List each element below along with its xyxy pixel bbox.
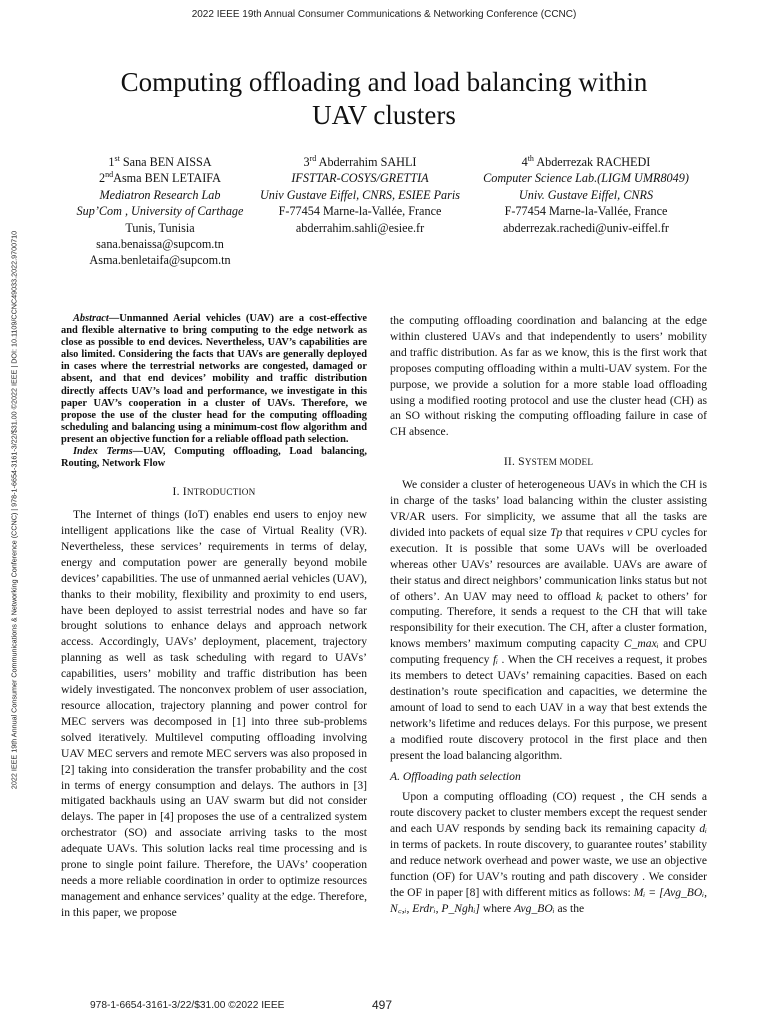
affiliation: Sup’Com , University of Carthage: [76, 204, 244, 219]
paper-title: [60, 66, 708, 132]
author-email[interactable]: Asma.benletaifa@supcom.tn: [89, 253, 231, 268]
index-terms: Index Terms—UAV, Computing offloading, Load balancing, Routing, Network Flow: [61, 446, 367, 470]
offloading-path-paragraph: Upon a computing offloading (CO) request , the CH sends a route discovery packet to cluster members except the request sender and each UAV responds by sending back its remaining capacity dᵢ in terms of packets. In route discovery, to guarantee routes’ stability and reduce network overhead and power waste, we use an objective function (OF) for UAV’s routing and path discovery . We consider the OF in paper [8] with different mitics as follows: Mᵢ = [Avg_BOᵢ, N꜀,ᵢ, Erdrᵢ, P_Nghᵢ] where Avg_BOᵢ as the: [390, 790, 707, 915]
author-block-1: 1st Sana BEN AISSA 2ndAsma BEN LETAIFA Mediatron Research Lab Sup’Com , University of Carthage Tunis, Tunisia sana.benaissa@supcom.tn Asma.benletaifa@supcom.tn: [70, 154, 250, 269]
affiliation: Univ. Gustave Eiffel, CNRS: [518, 187, 654, 202]
title-line-2: UAV clusters: [312, 100, 456, 130]
system-model-paragraph: We consider a cluster of heterogeneous UAVs in which the CH is in charge of the tasks’ load balancing within the cluster assisting VR/AR users. For simplicity, we assume that all the tasks are divided into packets of equal size Tp that requires v CPU cycles for execution. It is possible that some UAVs will be overloaded whereas other UAVs’ resources are available. UAVs are aware of their status and direct neighbors’ communication links status but not of others’. An UAV may need to offload kᵢ packet to others’ for computing. Therefore, it sends a request to the CH that will take responsibility for their execution. The CH, after a cluster formation, knows members’ maximum computing capacity C_maxᵢ and CPU computing frequency fᵢ . When the CH receives a request, it probes its members to detect UAVs’ remaining capacities. Based on each destination’s route specification and capacities, we determine the amount of load to send to each UAV in a way that best extends the network’s lifetime and reduces delays. For this purpose, we present a modified route discovery protocol in the first place and then present the load balancing algorithm.: [390, 478, 708, 762]
left-column: [61, 313, 367, 921]
author-name: Abderrahim SAHLI: [318, 155, 417, 169]
author-block-3: 4th Abderrezak RACHEDI Computer Science Lab.(LIGM UMR8049) Univ. Gustave Eiffel, CNRS F-77454 Marne-la-Vallée, France abderrezak.rachedi@univ-eiffel.fr: [470, 154, 702, 236]
intro-paragraph: The Internet of things (IoT) enables end users to enjoy new intelligent applications like the case of Virtual Reality (VR). Nevertheless, these services’ requirements in terms of delay, energy and computation power are generally beyond mobile devices’ capabilities. The use of unmanned aerial vehicles (UAV), thanks to their mobility, flexibility and proximity to end users, have been deployed to assist terrestrial nodes and have so far brought solutions to enhance delays and approach network access. Accordingly, UAVs’ deployment, placement, trajectory planning as well as task scheduling with regard to UAVs’ capabilities, users’ mobility and traffic distribution has been widely investigated. The nonconvex problem of user association, resource allocation, trajectory planning and power control for MEC servers was decomposed in [1] into three sub-problems solved iteratively. Multilevel computing offloading involving UAV MEC servers and remote MEC servers was also proposed in [2] taking into consideration the transfer probability and the cost in terms of energy consumption and delays. The authors in [3] mitigated backhauls using an UAV swarm but did not consider delays. The paper in [4] proposes the use of a centralized system orchestrator (SO) and associate arriving tasks to the most adequate UAVs. This solution lacks real time processing and is prone to single point failure. Therefore, the UAVs’ cooperation needs a more reliable coordination in order to optimize resources management and enhance services’ quality at the edge. Therefore, in this paper, we propose: [61, 508, 367, 919]
side-doi-text: 2022 IEEE 19th Annual Consumer Communications & Networking Conference (CCNC) | 978-1-6654-3161-3/22/$31.00 ©2022 IEEE | DOI: 10.1109/CCNC49033.2022.9700710: [9, 230, 19, 790]
author-city: F-77454 Marne-la-Vallée, France: [504, 204, 668, 219]
section-heading-system-model: II. SYSTEM MODEL: [503, 455, 594, 469]
affiliation: Mediatron Research Lab: [99, 187, 221, 202]
author-email[interactable]: abderrezak.rachedi@univ-eiffel.fr: [503, 220, 669, 235]
page-number: 497: [372, 998, 393, 1012]
author-name: Asma BEN LETAIFA: [113, 171, 221, 186]
right-column: [390, 313, 707, 917]
author-city: F-77454 Marne-la-Vallée, France: [278, 204, 442, 219]
subsection-heading: A. Offloading path selection: [390, 770, 521, 784]
affiliation: Univ Gustave Eiffel, CNRS, ESIEE Paris: [259, 187, 461, 202]
conference-header: 2022 IEEE 19th Annual Consumer Communications & Networking Conference (CCNC): [191, 9, 577, 20]
affiliation: IFSTTAR-COSYS/GRETTIA: [291, 171, 429, 186]
author-email[interactable]: abderrahim.sahli@esiee.fr: [295, 220, 425, 235]
author-name: Abderrezak RACHEDI: [536, 155, 651, 169]
section-heading-introduction: I. INTRODUCTION: [172, 485, 256, 499]
affiliation: Computer Science Lab.(LIGM UMR8049): [483, 171, 689, 186]
title-line-1: Computing offloading and load balancing within: [120, 67, 648, 97]
author-name: Sana BEN AISSA: [122, 155, 212, 169]
author-city: Tunis, Tunisia: [125, 220, 195, 235]
author-email[interactable]: sana.benaissa@supcom.tn: [96, 237, 224, 252]
side-doi-strip: [8, 140, 20, 880]
abstract: Abstract—Unmanned Aerial vehicles (UAV) are a cost-effective and flexible alternative to bring computing to the edge network as close as possible to end devices. Nevertheless, UAV’s capabilities are also limited. Considering the facts that UAVs are generally deployed in cases where the terrestrial networks are congested, damaged or absent, and that end devices’ mobility and traffic distribution directly affects UAV’s load and performance, we investigate in this paper UAV’s cooperation in a cluster of UAVs. Therefore, we propose the use of the cluster head for the computing offloading scheduling and balancing using a minimum-cost flow algorithm and present an objective function for a reliable offload path selection.: [61, 313, 367, 445]
footer-isbn: 978-1-6654-3161-3/22/$31.00 ©2022 IEEE: [90, 1000, 285, 1011]
intro-continuation: the computing offloading coordination and balancing at the edge within clustered UAVs and that independently to users’ mobility and traffic distribution. As far as we know, this is the first work that proposes computing offloading within a multi-UAV system. For the purpose, we provide a solution for a more stable load offloading using a modified rooting protocol and use the cluster head (CH) as an SO without risking the computing offloading failure in case of CH absence.: [390, 314, 707, 439]
author-block-2: 3rd Abderrahim SAHLI IFSTTAR-COSYS/GRETTIA Univ Gustave Eiffel, CNRS, ESIEE Paris F-77454 Marne-la-Vallée, France abderrahim.sahli@esiee.fr: [252, 154, 468, 236]
